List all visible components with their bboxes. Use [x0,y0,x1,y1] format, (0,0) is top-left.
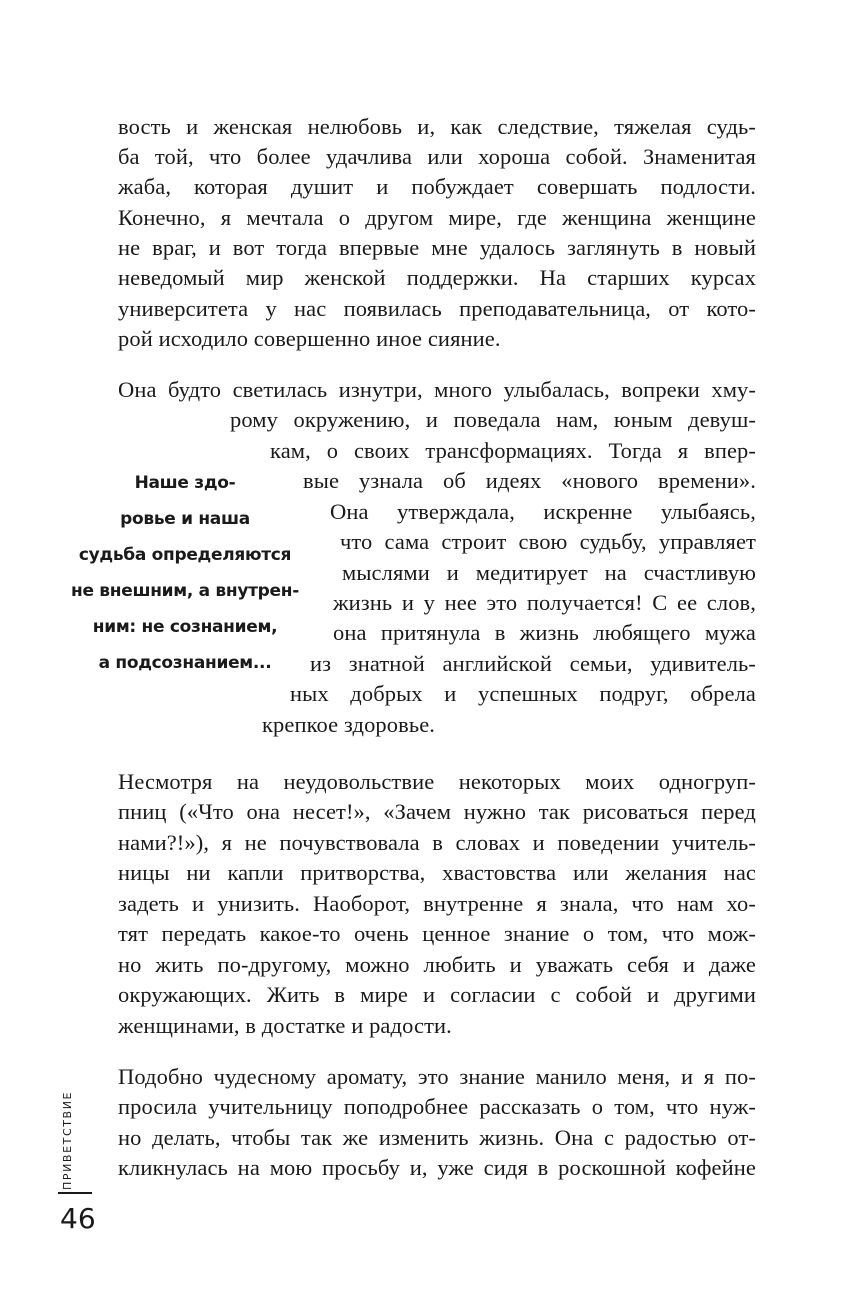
text-line: вые узнала об идеях «нового времени». [303,468,756,493]
text-line: окружающих. Жить в мире и согласии с собой и другими [118,982,756,1007]
divider [58,1192,92,1194]
pull-quote-line: а подсознанием... [98,653,272,673]
text-line: Она утверждала, искренне улыбаясь, [330,499,756,524]
text-line: пниц («Что она несет!», «Зачем нужно так рисоваться перед [118,799,756,824]
text-line: женщинами, в достатке и радости. [118,1013,452,1038]
text-line: ницы ни капли притворства, хвастовства или желания нас [118,860,756,885]
text-line: но делать, чтобы так же изменить жизнь. Она с радостью от- [118,1125,756,1150]
text-line: нами?!»), я не почувствовала в словах и поведении учитель- [118,830,756,855]
text-line: жизнь и у нее это получается! С ее слов, [333,590,756,615]
text-line: Подобно чудесному аромату, это знание манило меня, и я по- [118,1064,756,1089]
text-line: кам, о своих трансформациях. Тогда я впер- [270,438,756,463]
text-line: Несмотря на неудовольствие некоторых моих одногруп- [118,769,756,794]
text-line: неведомый мир женской поддержки. На старших курсах [118,265,756,290]
pull-quote-line: судьба определяются [78,545,292,565]
text-line: из знатной английской семьи, удивитель- [310,651,756,676]
text-line: кликнулась на мою просьбу и, уже сидя в роскошной кофейне [118,1155,756,1180]
pull-quote-line: ним: не сознанием, [92,617,278,637]
text-line: ба той, что более удачлива или хороша собой. Знаменитая [118,144,756,169]
text-line: крепкое здоровье. [262,712,436,737]
text-line: университета у нас появилась преподавательница, от кото- [118,296,756,321]
page-number: 46 [60,1202,96,1235]
text-line: мыслями и медитирует на счастливую [342,560,756,585]
text-line: ных добрых и успешных подруг, обрела [290,681,756,706]
pull-quote-line: ровье и наша [120,509,250,529]
text-line: Конечно, я мечтала о другом мире, где женщина женщине [118,205,756,230]
text-line: рой исходило совершенно иное сияние. [118,326,501,351]
text-line: что сама строит свою судьбу, управляет [340,529,756,554]
text-line: жаба, которая душит и побуждает совершать подлости. [118,174,756,199]
text-line: просила учительницу поподробнее рассказать о том, что нуж- [118,1094,756,1119]
pull-quote-line: Наше здо- [134,473,236,493]
text-line: тят передать какое-то очень ценное знание о том, что мож- [118,921,756,946]
text-line: не враг, и вот тогда впервые мне удалось заглянуть в новый [118,235,756,260]
pull-quote-line: не внешним, а внутрен- [71,581,299,601]
text-line: но жить по-другому, можно любить и уважать себя и даже [118,952,756,977]
running-head: ПРИВЕТСТВИЕ [61,1090,74,1190]
text-line: она притянула в жизнь любящего мужа [333,620,756,645]
text-line: рому окружению, и поведала нам, юным девуш- [230,407,756,432]
text-line: вость и женская нелюбовь и, как следствие, тяжелая судь- [118,114,756,139]
text-line: задеть и унизить. Наоборот, внутренне я знала, что нам хо- [118,891,756,916]
text-line: Она будто светилась изнутри, много улыбалась, вопреки хму- [118,377,756,402]
